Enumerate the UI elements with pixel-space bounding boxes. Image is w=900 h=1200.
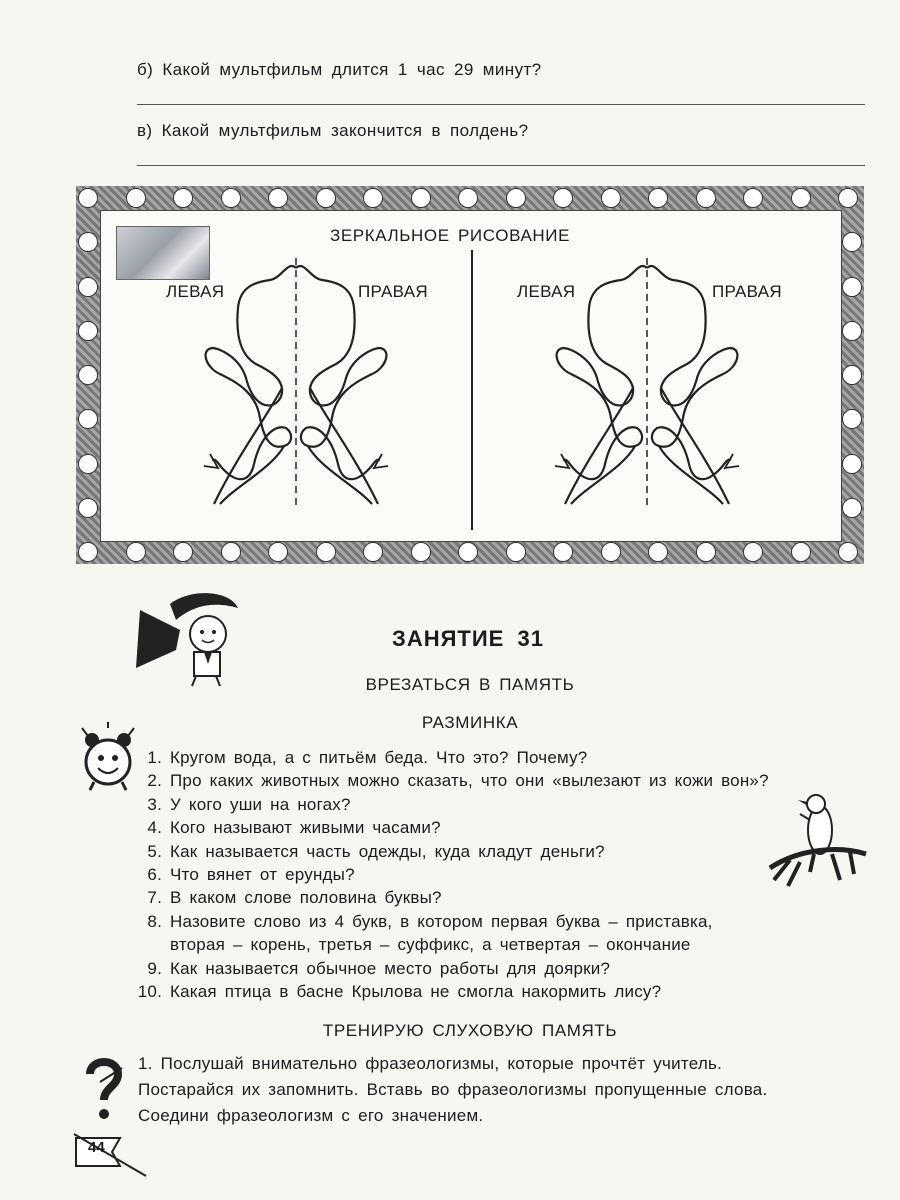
question-mark-icon (78, 1052, 128, 1122)
warmup-question (124, 888, 442, 908)
question-text: Какая птица в басне Крылова не смогла накормить лису? (170, 982, 662, 1001)
warmup-question (124, 865, 355, 885)
question-text: В каком слове половина буквы? (170, 888, 442, 908)
warmup-question (124, 748, 587, 768)
auditory-task-line-1: 1. Послушай внимательно фразеологизмы, которые прочтёт учитель. (138, 1054, 723, 1073)
question-number: 3. (147, 794, 162, 814)
warmup-question (124, 982, 661, 1002)
question-text: Как называется обычное место работы для доярки? (170, 958, 611, 978)
question-text: Как называется часть одежды, куда кладут деньги? (170, 841, 605, 861)
lesson-subtitle: ВРЕЗАТЬСЯ В ПАМЯТЬ (365, 675, 575, 694)
mirror-drawing-title: ЗЕРКАЛЬНОЕ РИСОВАНИЕ (329, 226, 571, 245)
question-text-continuation: вторая – корень, третья – суффикс, а четвертая – окончание (170, 935, 691, 955)
warmup-question (124, 959, 610, 979)
question-b: б) Какой мультфильм длится 1 час 29 минут? (137, 60, 542, 79)
question-number: 1. (147, 748, 162, 767)
warmup-question (124, 771, 769, 791)
question-text: Кругом вода, а с питьём беда. Что это? Почему? (170, 748, 588, 767)
auditory-task-line-3: Соедини фразеологизм с его значением. (138, 1106, 484, 1125)
question-text: Назовите слово из 4 букв, в котором первая буква – приставка, (170, 911, 713, 931)
question-text: Про каких животных можно сказать, что они «вылезают из кожи вон»? (170, 771, 769, 791)
question-number: 4. (147, 818, 162, 838)
question-text: У кого уши на ногах? (170, 794, 351, 814)
warmup-question (124, 842, 605, 862)
page-number-flag (72, 1130, 152, 1180)
auditory-memory-heading: ТРЕНИРУЮ СЛУХОВУЮ ПАМЯТЬ (322, 1021, 618, 1040)
question-number: 7. (147, 888, 162, 908)
warmup-question (124, 818, 441, 838)
question-number: 9. (147, 958, 162, 978)
left-label-2: ЛЕВАЯ (517, 282, 576, 301)
warmup-question (124, 795, 351, 815)
question-v: в) Какой мультфильм закончится в полдень? (137, 121, 529, 140)
question-number: 6. (147, 865, 162, 884)
warmup-heading: РАЗМИНКА (421, 713, 519, 732)
right-label-2: ПРАВАЯ (712, 282, 782, 301)
bird-on-branch-illustration (770, 790, 870, 900)
question-text: Кого называют живыми часами? (170, 818, 441, 838)
auditory-task-line-2: Постарайся их запомнить. Вставь во фразеологизмы пропущенные слова. (138, 1080, 768, 1099)
question-number: 5. (147, 841, 162, 861)
question-number: 2. (147, 771, 162, 791)
question-number: 8. (147, 911, 162, 931)
question-text: Что вянет от ерунды? (170, 865, 355, 884)
warmup-question (124, 912, 713, 932)
right-label-1: ПРАВАЯ (358, 282, 428, 301)
page-number: 44 (88, 1139, 105, 1156)
question-number: 10. (137, 982, 162, 1001)
left-label-1: ЛЕВАЯ (166, 282, 225, 301)
lesson-title: ЗАНЯТИЕ 31 (392, 626, 544, 651)
